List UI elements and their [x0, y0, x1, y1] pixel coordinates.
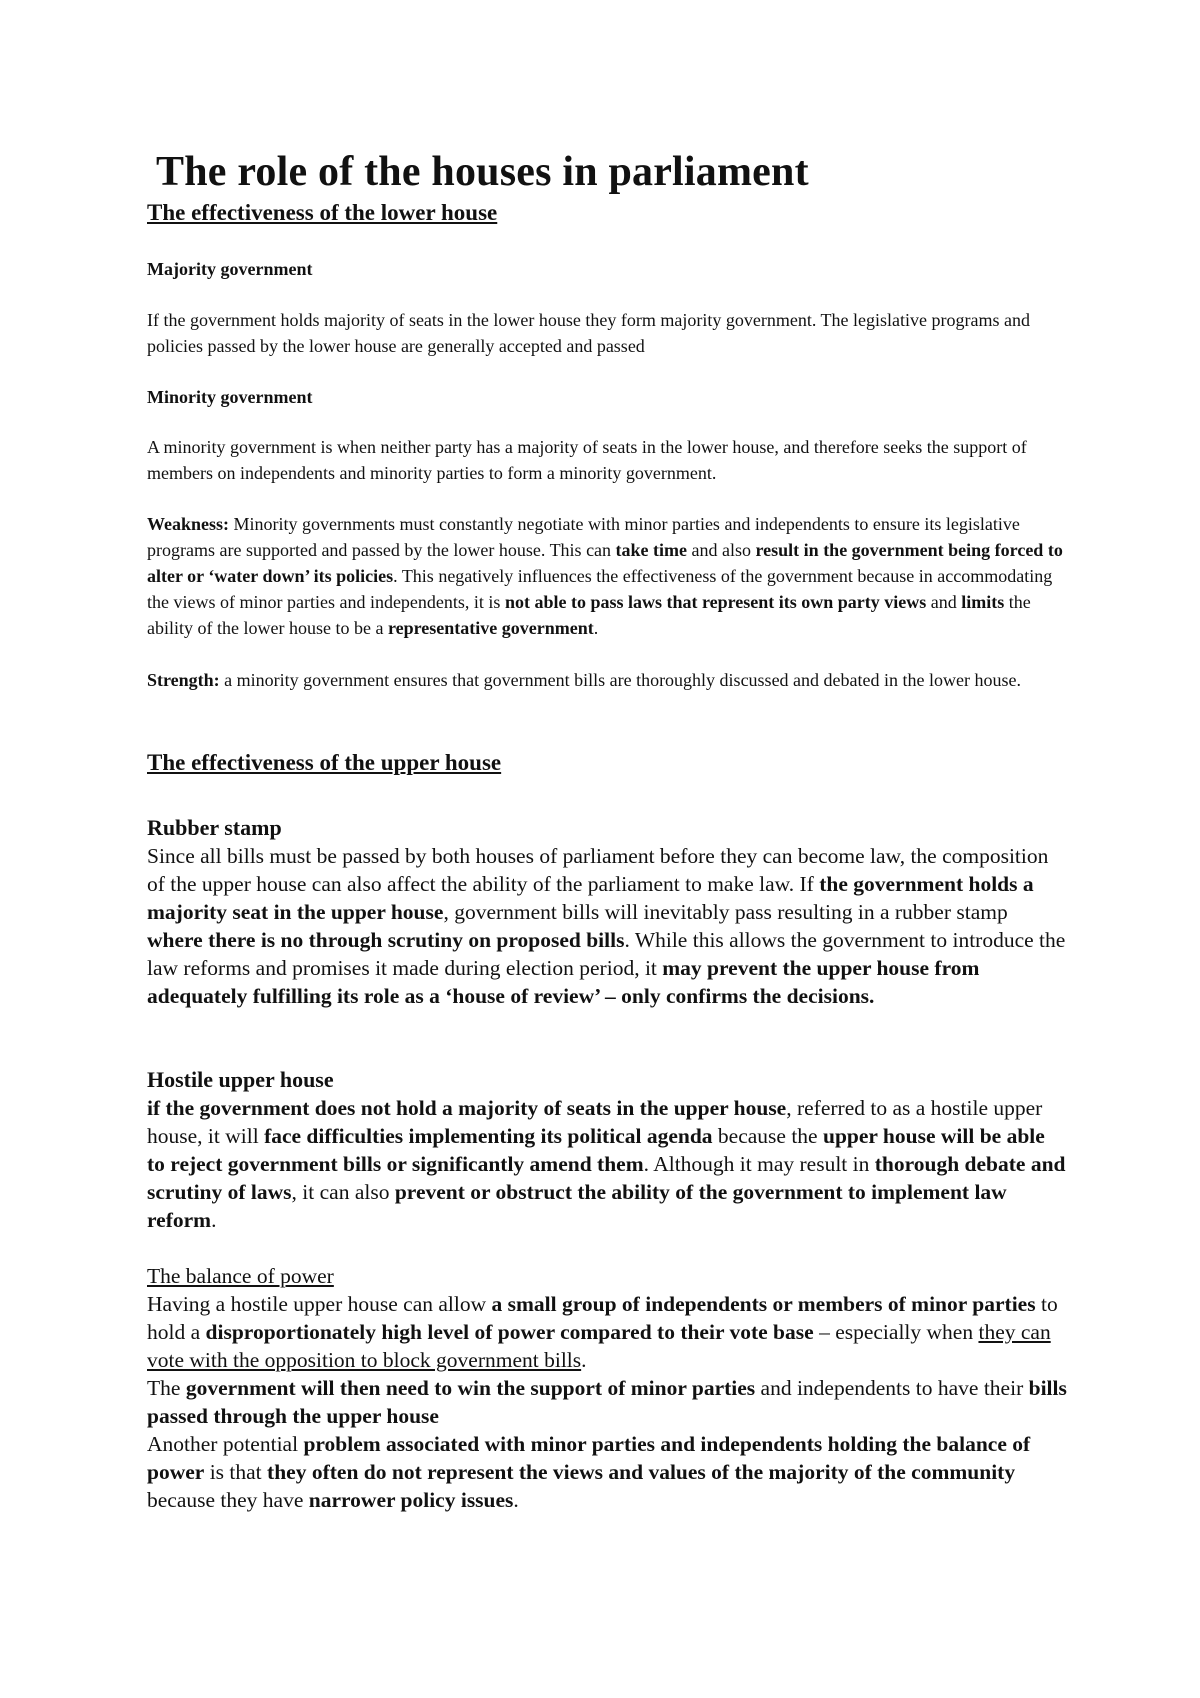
bold-text-run: bills passed through the upper house: [147, 1376, 1067, 1428]
bold-text-run: a small group of independents or members of minor parties: [491, 1292, 1036, 1316]
text-run: and: [926, 592, 962, 612]
bold-text-run: face difficulties implementing its political agenda: [264, 1124, 713, 1148]
text-run: , referred to as a hostile upper house, it will: [147, 1096, 1043, 1148]
lower-house-heading: The effectiveness of the lower house: [147, 200, 498, 225]
text-run: .: [593, 618, 599, 638]
balance-of-power-heading: The balance of power: [147, 1264, 334, 1288]
bold-text-run: prevent or obstruct the ability of the government to implement law reform: [147, 1180, 1007, 1232]
rubber-stamp-paragraph: [147, 842, 1067, 1010]
bold-text-run: upper house will be able to reject government bills or significantly amend them: [147, 1124, 1045, 1176]
minority-government-heading: Minority government: [147, 387, 313, 407]
bold-text-run: they often do not represent the views and values of the majority of the community: [267, 1460, 1016, 1484]
text-run: .: [581, 1348, 587, 1372]
text-run: Having a hostile upper house can allow: [147, 1292, 492, 1316]
balance-of-power-paragraph-1: [147, 1290, 1067, 1374]
text-run: , it can also: [291, 1180, 395, 1204]
bold-text-run: Weakness:: [147, 514, 230, 534]
text-run: because the: [712, 1124, 823, 1148]
underlined-text-run: they can vote with the opposition to block government bills: [147, 1320, 1051, 1372]
text-run: and also: [687, 540, 756, 560]
text-run: The: [147, 1376, 186, 1400]
text-run: Minority governments must constantly negotiate with minor parties and independents to ensure its legislative programs are supported and passed by the lower house. This can: [147, 514, 1020, 560]
bold-text-run: limits: [961, 592, 1005, 612]
text-run: .: [513, 1488, 519, 1512]
text-run: because they have: [147, 1488, 309, 1512]
text-run: Since all bills must be passed by both houses of parliament before they can become law, the composition of the upper house can also affect the ability of the parliament to make law. If: [147, 844, 1049, 896]
bold-text-run: narrower policy issues: [308, 1488, 514, 1512]
bold-text-run: problem associated with minor parties and independents holding the balance of power: [147, 1432, 1031, 1484]
bold-text-run: the government holds a majority seat in the upper house: [147, 872, 1034, 924]
bold-text-run: not able to pass laws that represent its own party views: [504, 592, 927, 612]
text-run: . Although it may result in: [643, 1152, 875, 1176]
balance-of-power-paragraph-3: [147, 1430, 1067, 1514]
text-run: to hold a: [147, 1292, 1058, 1344]
bold-text-run: Strength:: [147, 670, 220, 690]
strength-paragraph: [147, 667, 1067, 693]
bold-text-run: government will then need to win the support of minor parties: [185, 1376, 756, 1400]
bold-text-run: may prevent the upper house from adequately fulfilling its role as a ‘house of review’ – only confirms the decisions.: [147, 956, 980, 1008]
bold-text-run: thorough debate and scrutiny of laws: [147, 1152, 1066, 1204]
text-run: the ability of the lower house to be a: [147, 592, 1031, 638]
text-run: is that: [204, 1460, 268, 1484]
majority-government-text: If the government holds majority of seats in the lower house they form majority government. The legislative programs and policies passed by the lower house are generally accepted and passed: [147, 310, 1030, 356]
weakness-paragraph: [147, 511, 1067, 641]
text-run: .: [211, 1208, 217, 1232]
upper-house-heading: The effectiveness of the upper house: [147, 750, 502, 775]
bold-text-run: if the government does not hold a majority of seats in the upper house: [147, 1096, 787, 1120]
text-run: – especially when: [813, 1320, 979, 1344]
text-run: . This negatively influences the effectiveness of the government because in accommodating the views of minor parties and independents, it is: [147, 566, 1053, 612]
bold-text-run: representative government: [387, 618, 594, 638]
text-run: , government bills will inevitably pass resulting in a rubber stamp: [443, 900, 1008, 924]
hostile-upper-house-heading: Hostile upper house: [147, 1067, 334, 1092]
hostile-upper-house-paragraph: [147, 1094, 1067, 1234]
text-run: Another potential: [147, 1432, 304, 1456]
majority-government-heading: Majority government: [147, 259, 313, 279]
text-run: . While this allows the government to introduce the law reforms and promises it made during election period, it: [147, 928, 1066, 980]
bold-text-run: disproportionately high level of power compared to their vote base: [205, 1320, 814, 1344]
document-title: The role of the houses in parliament: [156, 149, 809, 195]
bold-text-run: where there is no through scrutiny on proposed bills: [147, 928, 625, 952]
bold-text-run: result in the government being forced to alter or ‘water down’ its policies: [147, 540, 1063, 586]
text-run: and independents to have their: [755, 1376, 1029, 1400]
minority-government-text: A minority government is when neither party has a majority of seats in the lower house, and therefore seeks the support of members on independents and minority parties to form a minority government.: [147, 437, 1027, 483]
text-run: a minority government ensures that government bills are thoroughly discussed and debated in the lower house.: [219, 670, 1021, 690]
bold-text-run: take time: [615, 540, 688, 560]
rubber-stamp-heading: Rubber stamp: [147, 815, 282, 840]
balance-of-power-paragraph-2: [147, 1374, 1067, 1430]
